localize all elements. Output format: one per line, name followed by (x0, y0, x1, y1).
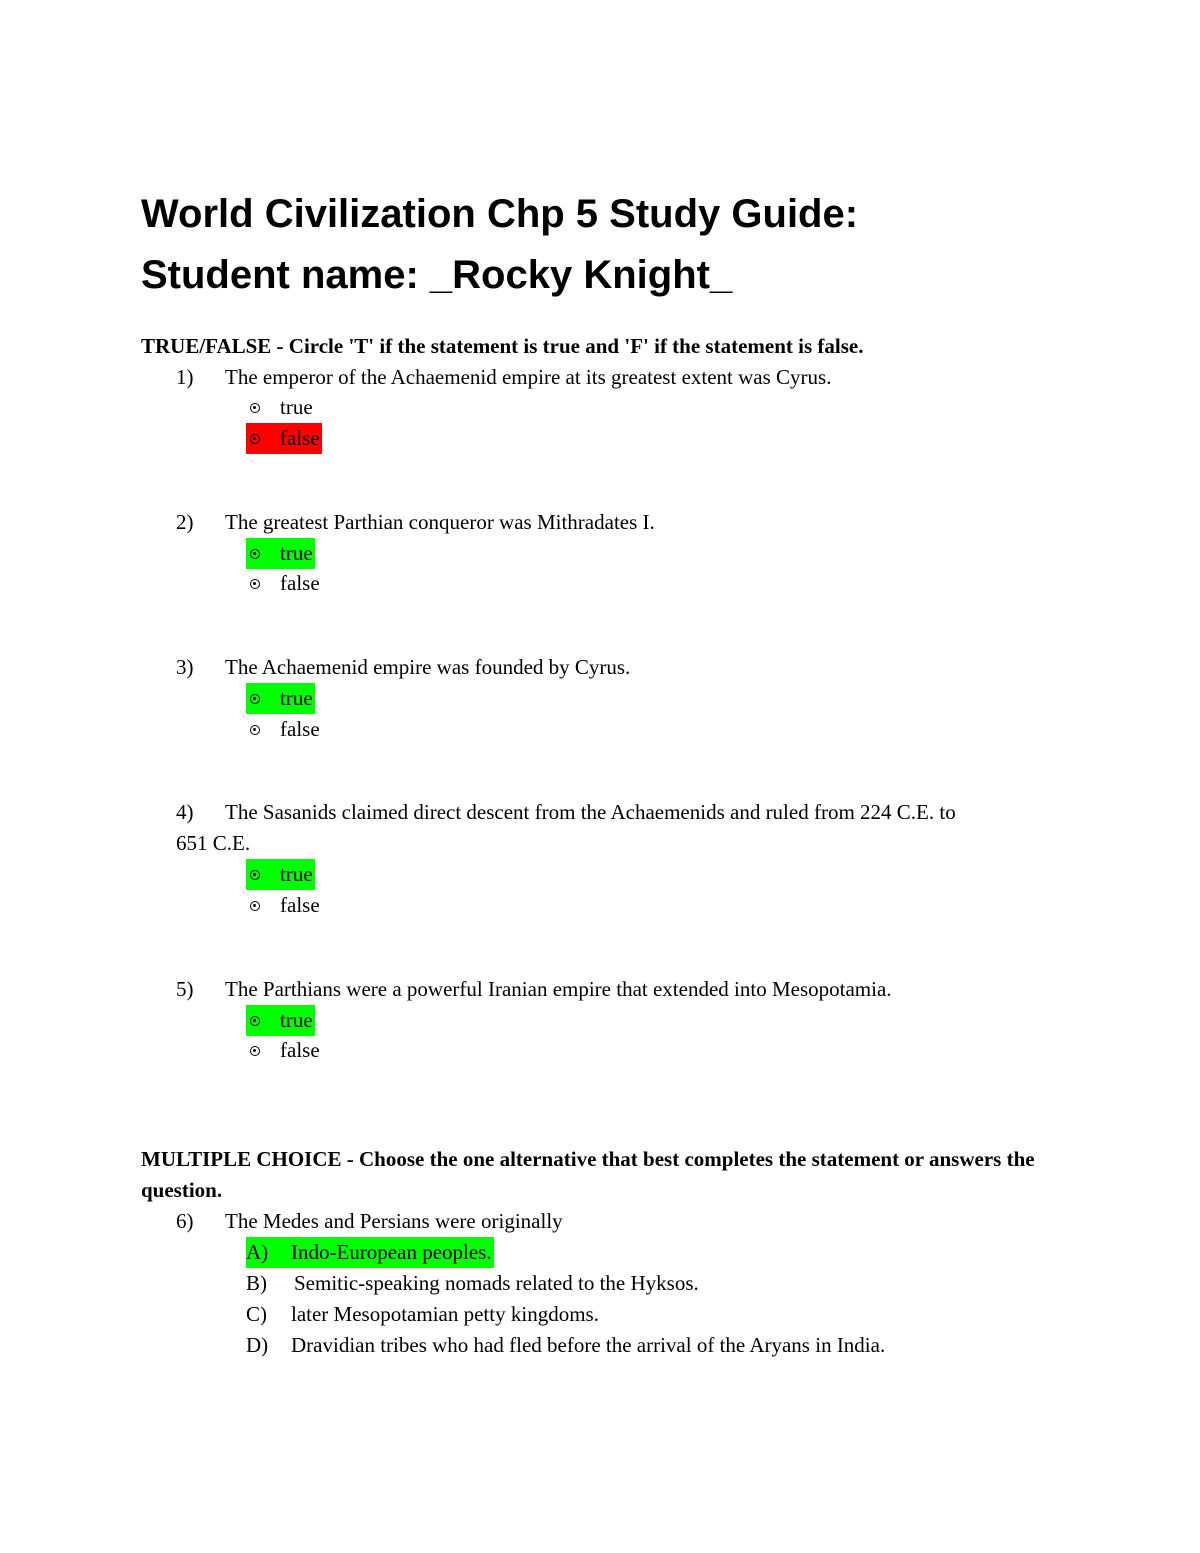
question-text: The Sasanids claimed direct descent from the Achaemenids and ruled from 224 C.E. to (225, 800, 956, 824)
multiple-choice-heading: MULTIPLE CHOICE - Choose the one alternative that best completes the statement or answers the question. (141, 1147, 1035, 1202)
option-true-selected-correct[interactable] (246, 1005, 315, 1036)
option-true-selected-correct[interactable] (246, 538, 315, 569)
option-true-selected-correct[interactable] (246, 683, 315, 714)
question-text-continued: 651 C.E. (176, 831, 251, 855)
true-false-heading: TRUE/FALSE - Circle 'T' if the statement is true and 'F' if the statement is false. (141, 334, 864, 358)
option-false-selected-incorrect[interactable] (246, 423, 322, 454)
option-label: false (280, 893, 320, 917)
question-text: The Parthians were a powerful Iranian empire that extended into Mesopotamia. (225, 977, 892, 1001)
radio-bullet-icon (250, 579, 260, 589)
option-label: true (280, 1008, 313, 1032)
choice-label: Semitic-speaking nomads related to the Hyksos. (294, 1271, 699, 1295)
radio-bullet-icon (250, 434, 260, 444)
radio-bullet-icon (250, 694, 260, 704)
question-text: The greatest Parthian conqueror was Mithradates I. (225, 510, 655, 534)
radio-bullet-icon (250, 901, 260, 911)
option-label: false (280, 717, 320, 741)
choice-a-selected-correct[interactable] (246, 1237, 494, 1268)
radio-bullet-icon (250, 725, 260, 735)
question-number: 1) (176, 365, 194, 389)
page-title: World Civilization Chp 5 Study Guide: (141, 192, 859, 236)
choice-letter: C) (246, 1302, 267, 1326)
radio-bullet-icon (250, 1046, 260, 1056)
choice-letter: B) (246, 1271, 267, 1295)
option-false[interactable] (246, 1035, 320, 1066)
choice-c[interactable] (246, 1299, 599, 1330)
question-number: 6) (176, 1209, 194, 1233)
option-label: false (280, 426, 320, 450)
radio-bullet-icon (250, 403, 260, 413)
option-true-selected-correct[interactable] (246, 859, 315, 890)
question-number: 3) (176, 655, 194, 679)
radio-bullet-icon (250, 870, 260, 880)
choice-label: Indo-European peoples. (291, 1240, 492, 1264)
question-number: 5) (176, 977, 194, 1001)
question-text: The Achaemenid empire was founded by Cyrus. (225, 655, 631, 679)
question-number: 4) (176, 800, 194, 824)
question-number: 2) (176, 510, 194, 534)
option-false[interactable] (246, 714, 320, 745)
option-label: true (280, 541, 313, 565)
choice-b[interactable] (246, 1268, 699, 1299)
radio-bullet-icon (250, 1016, 260, 1026)
option-true[interactable] (246, 392, 313, 423)
choice-label: Dravidian tribes who had fled before the arrival of the Aryans in India. (291, 1333, 886, 1357)
option-label: true (280, 862, 313, 886)
choice-letter: A) (246, 1240, 269, 1264)
student-name-line: Student name: _Rocky Knight_ (141, 253, 733, 297)
option-label: true (280, 686, 313, 710)
choice-d[interactable] (246, 1330, 885, 1361)
choice-label: later Mesopotamian petty kingdoms. (291, 1302, 599, 1326)
option-label: false (280, 571, 320, 595)
option-false[interactable] (246, 890, 320, 921)
choice-letter: D) (246, 1333, 269, 1357)
option-label: true (280, 395, 313, 419)
radio-bullet-icon (250, 549, 260, 559)
question-text: The Medes and Persians were originally (225, 1209, 563, 1233)
option-label: false (280, 1038, 320, 1062)
question-text: The emperor of the Achaemenid empire at its greatest extent was Cyrus. (225, 365, 832, 389)
option-false[interactable] (246, 568, 320, 599)
